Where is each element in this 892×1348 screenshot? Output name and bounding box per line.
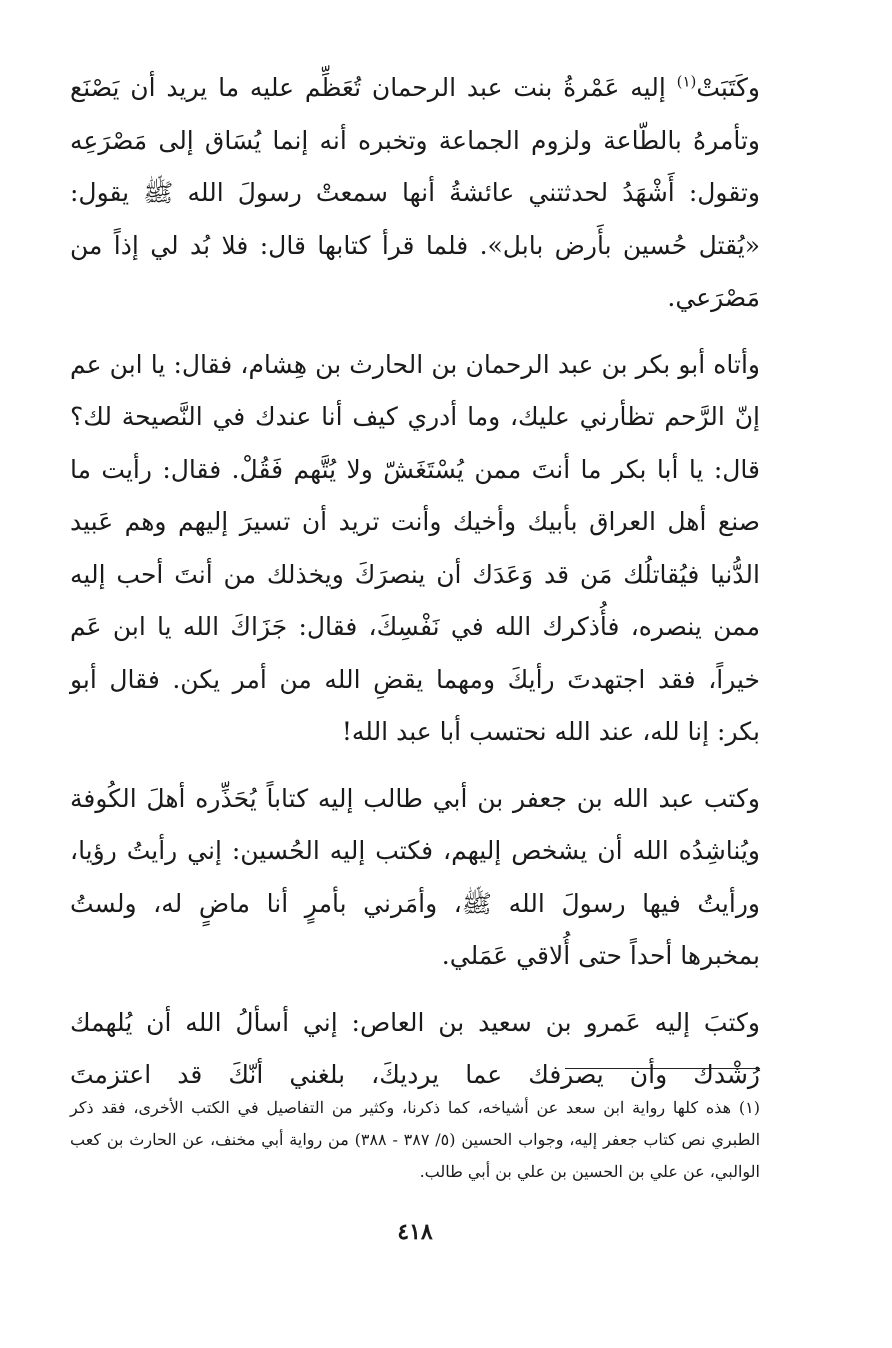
page-number: ٤١٨: [397, 1219, 433, 1245]
main-text: [70, 62, 760, 1102]
paragraph-1-start: وكَتَبَتْ: [696, 73, 760, 102]
paragraph-1: [70, 62, 760, 325]
footnotes: [70, 1092, 760, 1188]
paragraph-3: وكتب عبد الله بن جعفر بن أبي طالب إليه كتاباً يُحَذِّره أهلَ الكُوفة ويُناشِدُه الله أن يشخص إليهم، فكتب إليه الحُسين: إني رأيتُ رؤيا، ورأيتُ فيها رسولَ الله ﷺ، وأمَرني بأمرٍ أنا ماضٍ له، ولستُ بمخبرها أحداً حتى أُلاقي عَمَلي.: [70, 783, 760, 970]
book-page: [70, 62, 760, 1302]
paragraph-1-rest: إليه عَمْرةُ بنت عبد الرحمان تُعَظِّم عليه ما يريد أن يَصْنَع وتأمرهُ بالطّاعة ولزوم الجماعة وتخبره أنه إنما يُسَاق إلى مَصْرَعِه وتقول: أَشْهَدُ لحدثتني عائشةُ أنها سمعتْ رسولَ الله ﷺ يقول: «يُقتل حُسين بأَرض بابل». فلما قرأ كتابها قال: فلا بُد لي إذاً من مَصْرَعي.: [70, 73, 760, 312]
paragraph-2: وأتاه أبو بكر بن عبد الرحمان بن الحارث بن هِشام، فقال: يا ابن عم إنّ الرَّحم تظأرني عليك، وما أدري كيف أنا عندك في النَّصيحة لك؟ قال: يا أبا بكر ما أنتَ ممن يُسْتَغَشّ ولا يُتَّهم فَقُلْ. فقال: رأيت ما صنع أهل العراق بأبيك وأخيك وأنت تريد أن تسيرَ إليهم وهم عَبيد الدُّنيا فيُقاتلُك مَن قد وَعَدَك أن ينصرَكَ ويخذلك من أنتَ أحب إليه ممن ينصره، فأُذكرك الله في نَفْسِكَ، فقال: جَزَاكَ الله يا ابن عَم خيراً، فقد اجتهدتَ رأيكَ ومهما يقضِ الله من أمر يكن. فقال أبو بكر: إنا لله، عند الله نحتسب أبا عبد الله!: [70, 349, 760, 746]
footnote-reference[interactable]: (١): [676, 72, 697, 91]
paragraph-4: وكتبَ إليه عَمرو بن سعيد بن العاص: إني أسألُ الله أن يُلهمك رُشْدك وأن يصرفك عما يرديكَ، بلغني أنّكَ قد اعتزمتَ: [70, 1007, 760, 1089]
footnote-1: (١) هذه كلها رواية ابن سعد عن أشياخه، كما ذكرنا، وكثير من التفاصيل في الكتب الأخرى، فقد ذكر الطبري نص كتاب جعفر إليه، وجواب الحسين (٥/ ٣٨٧ - ٣٨٨) من رواية أبي مخنف، عن الحارث بن كعب الوالبي، عن علي بن الحسين بن علي بن أبي طالب.: [70, 1098, 761, 1181]
footnote-separator: [565, 1068, 760, 1069]
